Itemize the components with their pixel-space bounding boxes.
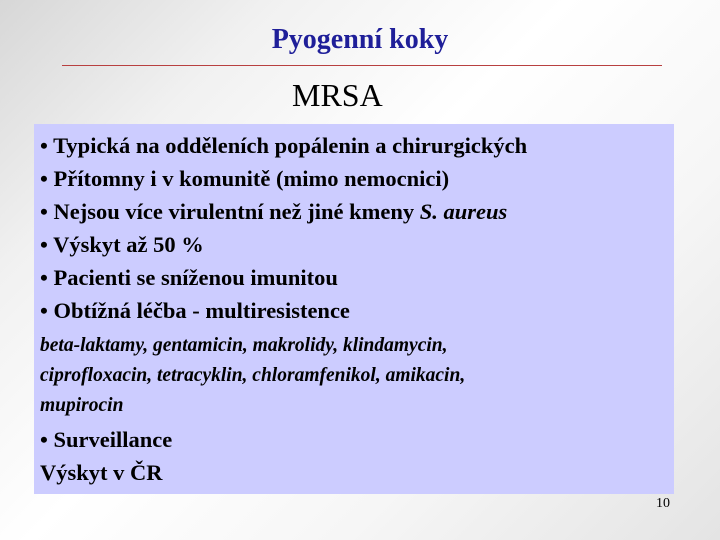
bullet-item: • Typická na odděleních popálenin a chirurgických [40, 133, 528, 158]
bullet-item: • Pacienti se sníženou imunitou [40, 265, 338, 290]
page-number: 10 [656, 496, 670, 511]
slide-title: Pyogenní koky [271, 24, 449, 55]
bullet-item: • Přítomny i v komunitě (mimo nemocnici) [40, 166, 450, 191]
bullet-item: • Obtížná léčba - multiresistence [40, 298, 350, 323]
bullet-item: • Výskyt až 50 % [40, 232, 204, 257]
bullet-item: • Nejsou více virulentní než jiné kmeny S. aureus [40, 199, 508, 224]
antibiotic-list [40, 331, 670, 421]
title-divider [62, 65, 662, 66]
bullet-item: • Surveillance [40, 427, 173, 452]
content-list [40, 129, 670, 489]
antibiotic-line: beta-laktamy, gentamicin, makrolidy, klindamycin, [40, 335, 448, 356]
antibiotic-line: ciprofloxacin, tetracyklin, chloramfenikol, amikacin, [40, 365, 466, 386]
slide-subtitle: MRSA [292, 77, 383, 113]
text-line: Výskyt v ČR [40, 460, 163, 485]
antibiotic-line: mupirocin [40, 395, 124, 416]
species-name: S. aureus [419, 199, 508, 224]
